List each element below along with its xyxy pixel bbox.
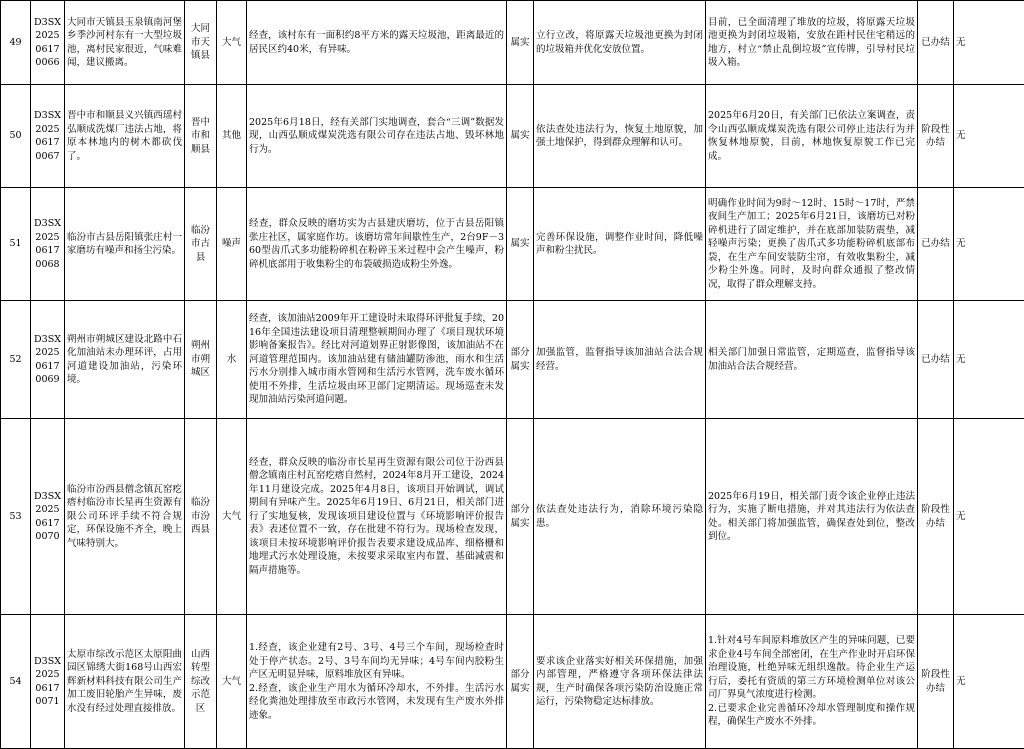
administrative-area: 朔州市朔城区: [185, 301, 217, 419]
row-number: 49: [1, 1, 31, 85]
completion-status: 已办结: [918, 1, 954, 85]
row-number: 52: [1, 301, 31, 419]
table-row: [1, 188, 1024, 301]
handling-measures: 立行立改，将原露天垃圾池更换为封闭的垃圾箱并优化安放位置。: [534, 1, 706, 85]
accountability: 无: [954, 1, 1024, 85]
accountability: 无: [954, 188, 1024, 301]
accountability: 无: [954, 419, 1024, 615]
table-body: [1, 1, 1024, 749]
accountability: 无: [954, 301, 1024, 419]
completion-status: 阶段性办结: [918, 419, 954, 615]
rectification-progress: 1.针对4号车间原料堆放区产生的异味问题，已要求企业4号车间全部密闭，在生产作业时开启环保治理设施，杜绝异味无组织逸散。待企业生产运行后，委托有资质的第三方环境检测单位对该公司厂界臭气浓度进行检测。 2.已要求企业完善循环冷却水管理制度和操作规程，确保生产废水不外排。: [706, 615, 918, 749]
handling-measures: 要求该企业落实好相关环保措施，加强内部管理，严格遵守各项环保法律法规，生产时确保各项污染防治设施正常运行，污染物稳定达标排放。: [534, 615, 706, 749]
administrative-area: 大同市天镇县: [185, 1, 217, 85]
investigation-findings: 经查，群众反映的临汾市长星再生资源有限公司位于汾西县僧念镇南庄村瓦窑疙瘩自然村，2024年8月开工建设，2024年11月建设完成。2025年4月8日，该项目开始调试，调试期间有异味产生。2025年6月19日、6月21日，相关部门进行了实地复核，发现该项目建设位置与《环境影响评价报告表》表述位置不一致，存在批建不符行为。现场检查发现，该项目未按环境影响评价报告表要求建设成品库、细格栅和地埋式污水处理设施，未按要求采取室内布置、基础减震和隔声措施等。: [247, 419, 507, 615]
administrative-area: 山西转型综改示范区: [185, 615, 217, 749]
investigation-findings: 1.经查，该企业建有2号、3号、4号三个车间，现场检查时处于停产状态。2号、3号车间均无异味；4号车间内胶粉生产区无明显异味，原料堆放区有异味。 2.经查，该企业生产用水为循环冷却水，不外排。生活污水经化粪池处理排放至市政污水管网，未发现有生产废水外排迹象。: [247, 615, 507, 749]
verification-result: 部分属实: [507, 615, 534, 749]
complaint-content: 临汾市古县岳阳镇张庄村一家磨坊有噪声和扬尘污染。: [65, 188, 185, 301]
administrative-area: 临汾市汾西县: [185, 419, 217, 615]
handling-measures: 完善环保设施，调整作业时间，降低噪声和粉尘扰民。: [534, 188, 706, 301]
row-number: 54: [1, 615, 31, 749]
administrative-area: 临汾市古县: [185, 188, 217, 301]
complaint-content: 晋中市和顺县义兴镇西瑶村弘顺成洗煤厂违法占地，将原本林地内的树木都砍伐了。: [65, 85, 185, 188]
completion-status: 阶段性办结: [918, 615, 954, 749]
rectification-progress: 目前，已全面清理了堆放的垃圾，将原露天垃圾池更换为封闭垃圾箱，安放在距村民住宅稍远的地方，村立“禁止乱倒垃圾”宣传牌，引导村民垃圾入箱。: [706, 1, 918, 85]
completion-status: 已办结: [918, 188, 954, 301]
investigation-findings: 2025年6月18日，经有关部门实地调查，套合“三调”数据发现，山西弘顺成煤炭洗选有限公司存在违法占地、毁坏林地行为。: [247, 85, 507, 188]
verification-result: 属实: [507, 85, 534, 188]
pollution-type: 大气: [217, 1, 247, 85]
case-code: D3SX202506170066: [31, 1, 65, 85]
case-code: D3SX202506170069: [31, 301, 65, 419]
pollution-type: 其他: [217, 85, 247, 188]
accountability: 无: [954, 85, 1024, 188]
investigation-findings: 经查，该加油站2009年开工建设时未取得环评批复手续，2016年全国违法建设项目清理整顿期间办理了《项目现状环境影响备案报告》。经比对河道划界正射影像图，该加油站不在河道管理范围内。该加油站建有储油罐防渗池，雨水和生活污水分别排入城市雨水管网和生活污水管网，洗车废水循环使用不外排，生活垃圾由环卫部门定期清运。现场巡查未发现加油站污染河道问题。: [247, 301, 507, 419]
handling-measures: 依法查处违法行为，恢复土地原貌，加强土地保护，得到群众理解和认可。: [534, 85, 706, 188]
rectification-progress: 明确作业时间为9时～12时、15时～17时，严禁夜间生产加工；2025年6月21日，该磨坊已对粉碎机进行了固定维护，并在底部加装防震垫，减轻噪声污染；更换了齿爪式多功能粉碎机底部布袋，在生产车间安装防尘帘，有效收集粉尘，减少粉尘外逸。同时，及时向群众通报了整改情况，取得了群众理解支持。: [706, 188, 918, 301]
case-code: D3SX202506170068: [31, 188, 65, 301]
table-row: [1, 615, 1024, 749]
rectification-progress: 2025年6月19日，相关部门责令该企业停止违法行为，实施了断电措施，并对其违法行为依法查处。相关部门将加强监管，确保查处到位，整改到位。: [706, 419, 918, 615]
case-code: D3SX202506170070: [31, 419, 65, 615]
row-number: 50: [1, 85, 31, 188]
complaint-content: 太原市综改示范区太原阳曲园区锦绣大街168号山西宏辉新材料科技有限公司生产加工废旧轮胎产生异味，废水没有经过处理直接排放。: [65, 615, 185, 749]
pollution-type: 水: [217, 301, 247, 419]
case-code: D3SX202506170067: [31, 85, 65, 188]
completion-status: 阶段性办结: [918, 85, 954, 188]
rectification-progress: 相关部门加强日常监管，定期巡查，监督指导该加油站合法合规经营。: [706, 301, 918, 419]
rectification-progress: 2025年6月20日，有关部门已依法立案调查，责令山西弘顺成煤炭洗选有限公司停止违法行为并恢复林地原貌，目前，林地恢复原貌工作已完成。: [706, 85, 918, 188]
verification-result: 部分属实: [507, 419, 534, 615]
investigation-findings: 经查，该村东有一面积约8平方米的露天垃圾池，距离最近的居民区约40米，有异味。: [247, 1, 507, 85]
complaint-content: 临汾市汾西县僧念镇瓦窑疙瘩村临汾市长星再生资源有限公司环评手续不符合规定，环保设施不齐全，晚上气味特别大。: [65, 419, 185, 615]
administrative-area: 晋中市和顺县: [185, 85, 217, 188]
case-code: D3SX202506170071: [31, 615, 65, 749]
accountability: 无: [954, 615, 1024, 749]
investigation-findings: 经查，群众反映的磨坊实为古县建庆磨坊，位于古县岳阳镇张庄社区，属家庭作坊。该磨坊常年间歇性生产，2台9F－360型齿爪式多功能粉碎机在粉碎玉米过程中会产生噪声，粉碎机底部用于收集粉尘的布袋破损造成粉尘外逸。: [247, 188, 507, 301]
table-row: [1, 301, 1024, 419]
table-row: [1, 419, 1024, 615]
row-number: 53: [1, 419, 31, 615]
table-row: [1, 1, 1024, 85]
row-number: 51: [1, 188, 31, 301]
pollution-type: 大气: [217, 419, 247, 615]
verification-result: 属实: [507, 1, 534, 85]
complaint-content: 大同市天镇县玉泉镇南河堡乡季沙河村东有一大型垃圾池，离村民家很近，气味难闻，建议搬离。: [65, 1, 185, 85]
verification-result: 属实: [507, 188, 534, 301]
pollution-type: 噪声: [217, 188, 247, 301]
handling-measures: 依法查处违法行为，消除环境污染隐患。: [534, 419, 706, 615]
handling-measures: 加强监管，监督指导该加油站合法合规经营。: [534, 301, 706, 419]
complaint-content: 朔州市朔城区建设北路中石化加油站未办理环评，占用河道建设加油站，污染环境。: [65, 301, 185, 419]
completion-status: 已办结: [918, 301, 954, 419]
table-row: [1, 85, 1024, 188]
verification-result: 部分属实: [507, 301, 534, 419]
pollution-type: 大气: [217, 615, 247, 749]
